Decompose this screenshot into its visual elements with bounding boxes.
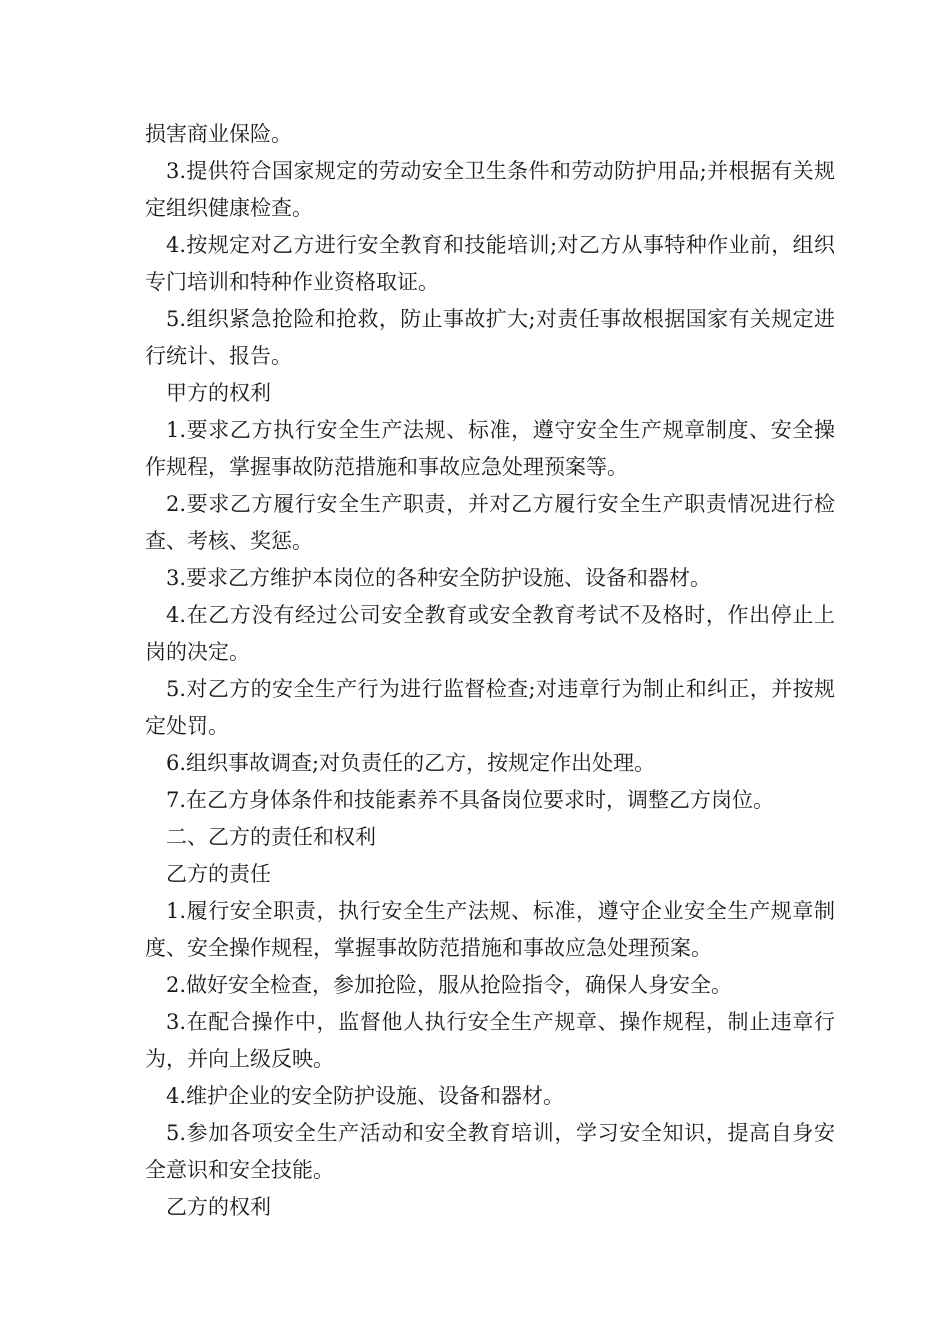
- paragraph-19: 5.参加各项安全生产活动和安全教育培训，学习安全知识，提高自身安全意识和安全技能。: [145, 1121, 835, 1182]
- paragraph-7: 2.要求乙方履行安全生产职责，并对乙方履行安全生产职责情况进行检查、考核、奖惩。: [145, 492, 835, 553]
- paragraph-3: 4.按规定对乙方进行安全教育和技能培训;对乙方从事特种作业前，组织专门培训和特种作业资格取证。: [145, 233, 835, 294]
- heading-party-a-rights: 甲方的权利: [166, 381, 271, 405]
- paragraph-1: 损害商业保险。: [145, 122, 292, 146]
- paragraph-12: 7.在乙方身体条件和技能素养不具备岗位要求时，调整乙方岗位。: [166, 788, 775, 812]
- paragraph-10: 5.对乙方的安全生产行为进行监督检查;对违章行为制止和纠正，并按规定处罚。: [145, 677, 835, 738]
- heading-party-b-duties: 乙方的责任: [166, 862, 271, 886]
- paragraph-15: 1.履行安全职责，执行安全生产法规、标准，遵守企业安全生产规章制度、安全操作规程，掌握事故防范措施和事故应急处理预案。: [145, 899, 835, 960]
- paragraph-16: 2.做好安全检查，参加抢险，服从抢险指令，确保人身安全。: [166, 973, 733, 997]
- heading-party-b-rights: 乙方的权利: [166, 1195, 271, 1219]
- paragraph-8: 3.要求乙方维护本岗位的各种安全防护设施、设备和器材。: [166, 566, 712, 590]
- paragraph-9: 4.在乙方没有经过公司安全教育或安全教育考试不及格时，作出停止上岗的决定。: [145, 603, 835, 664]
- paragraph-18: 4.维护企业的安全防护设施、设备和器材。: [166, 1084, 565, 1108]
- paragraph-6: 1.要求乙方执行安全生产法规、标准，遵守安全生产规章制度、安全操作规程，掌握事故防范措施和事故应急处理预案等。: [145, 418, 835, 479]
- paragraph-17: 3.在配合操作中，监督他人执行安全生产规章、操作规程，制止违章行为，并向上级反映。: [145, 1010, 835, 1071]
- paragraph-11: 6.组织事故调查;对负责任的乙方，按规定作出处理。: [166, 751, 656, 775]
- document-body: [145, 116, 835, 1226]
- paragraph-2: 3.提供符合国家规定的劳动安全卫生条件和劳动防护用品;并根据有关规定组织健康检查。: [145, 159, 835, 220]
- section-heading-party-b: 二、乙方的责任和权利: [166, 825, 376, 849]
- paragraph-4: 5.组织紧急抢险和抢救，防止事故扩大;对责任事故根据国家有关规定进行统计、报告。: [145, 307, 835, 368]
